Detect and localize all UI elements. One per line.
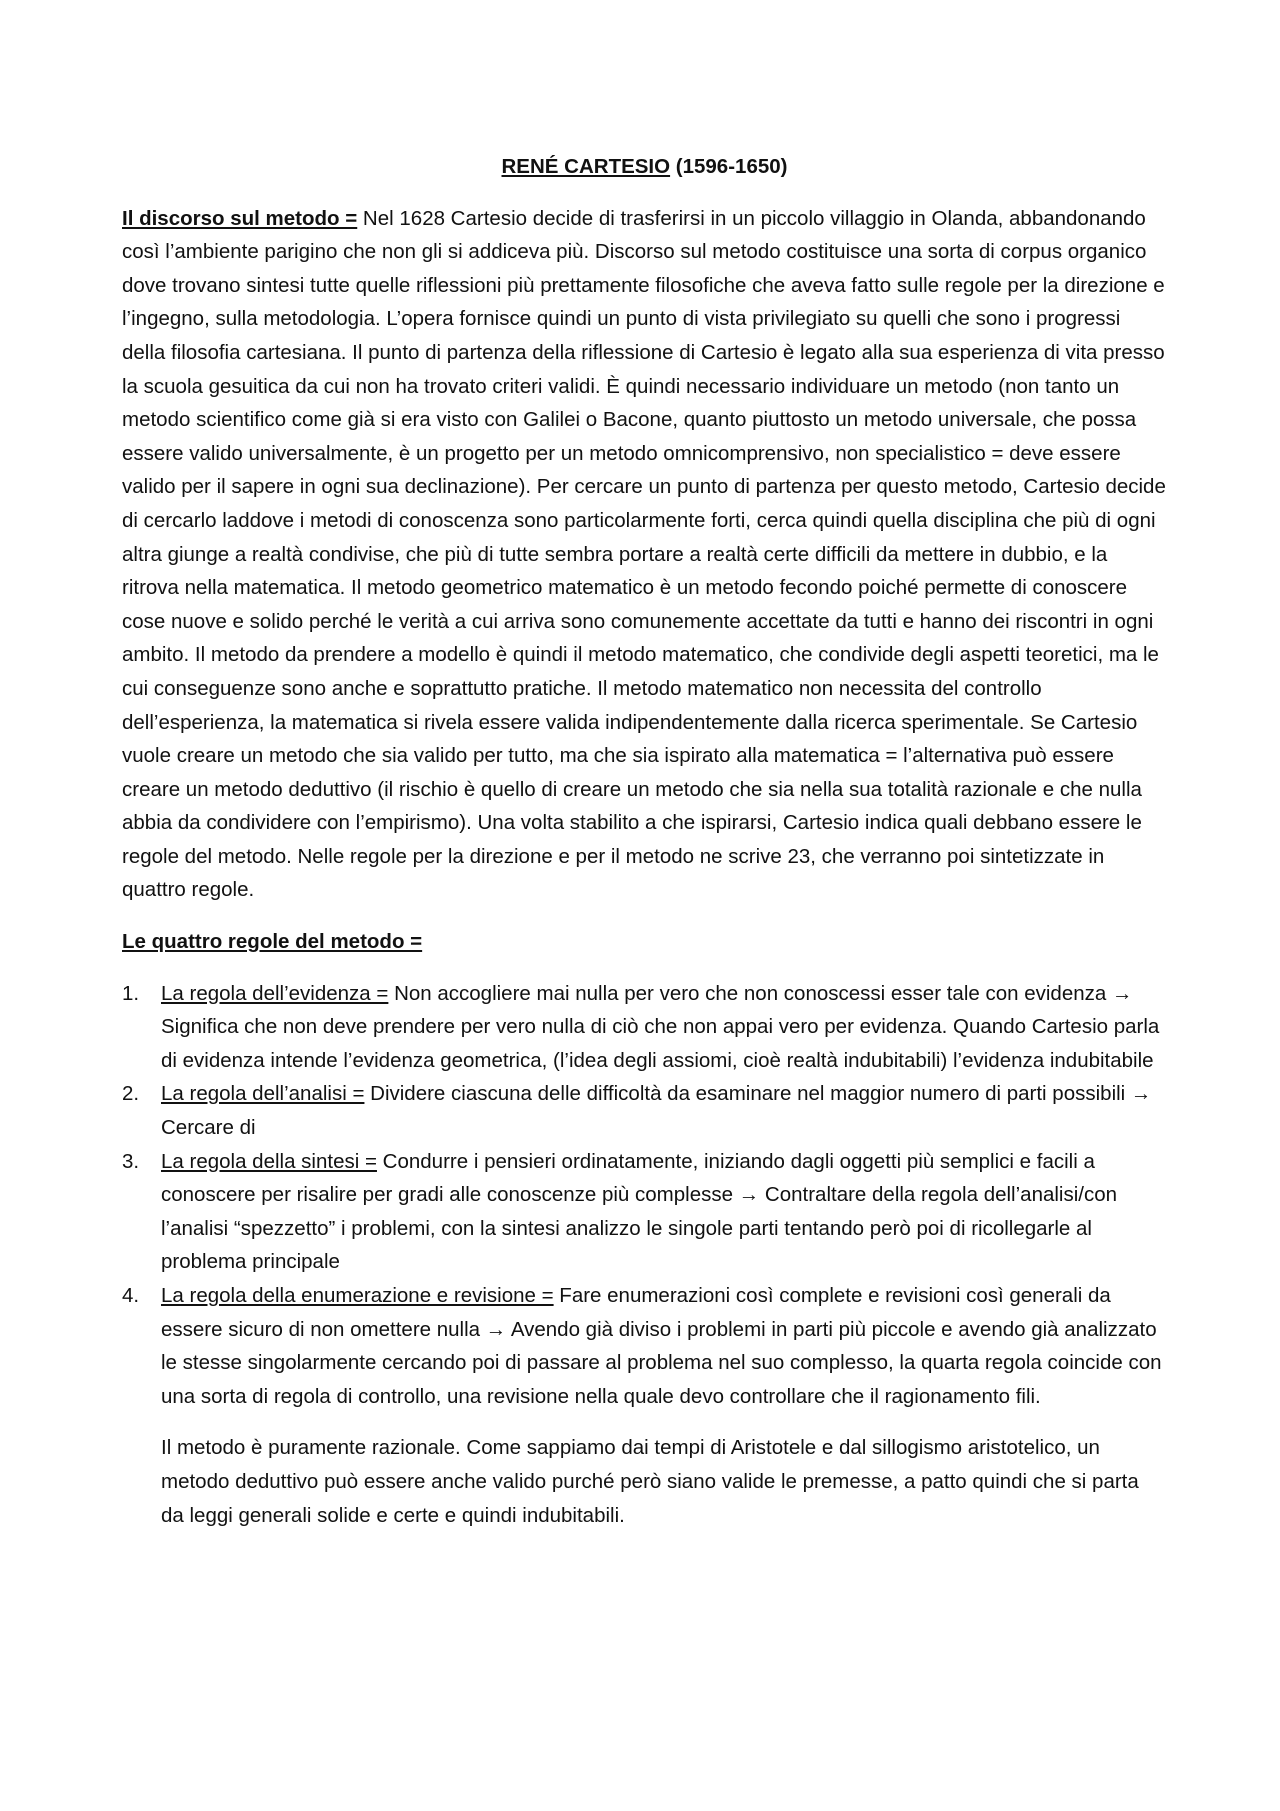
- list-item: [122, 1145, 1167, 1279]
- title-dates: (1596-1650): [675, 155, 788, 178]
- rule-number: 4.: [122, 1284, 140, 1307]
- document-page: [122, 150, 1167, 1550]
- rule-name: La regola della enumerazione e revisione =: [161, 1284, 554, 1307]
- rule-text: Dividere ciascuna delle difficoltà da esaminare nel maggior numero di parti possibili → Cercare di: [161, 1082, 1152, 1140]
- page-title: [122, 150, 1167, 184]
- rule-number: 3.: [122, 1149, 140, 1173]
- list-item: [122, 1077, 1167, 1144]
- rule-text: Fare enumerazioni così complete e revisioni così generali da essere sicuro di non omettere nulla → Avendo già diviso i problemi in parti più piccole e avendo già analizzato le stesse singolarmente cercando poi di passare al problema nel suo complesso, la quarta regola coincide con una sorta di regola di controllo, una revisione nella quale devo controllare che il ragionamento fili.: [161, 1284, 1162, 1408]
- rule-number: 1.: [122, 981, 140, 1005]
- rule-name: La regola dell’analisi =: [161, 1082, 365, 1106]
- rules-list: [122, 977, 1167, 1414]
- title-name: RENÉ CARTESIO: [501, 155, 671, 178]
- closing-paragraph: Il metodo è puramente razionale. Come sappiamo dai tempi di Aristotele e dal sillogismo aristotelico, un metodo deduttivo può essere anche valido purché però siano valide le premesse, a patto quindi che si parta da leggi generali solide e certe e quindi indubitabili.: [161, 1436, 1139, 1527]
- rule-name: La regola dell’evidenza =: [161, 981, 389, 1005]
- rule-number: 2.: [122, 1082, 140, 1106]
- list-item: [122, 1279, 1167, 1413]
- rule-text: Non accogliere mai nulla per vero che non conoscessi esser tale con evidenza → Significa che non deve prendere per vero nulla di ciò che non appai vero per evidenza. Quando Cartesio parla di evidenza intende l’evidenza geometrica, (l’idea degli assiomi, cioè realtà indubitabili) l’evidenza indubitabile: [161, 981, 1160, 1072]
- list-item: [122, 977, 1167, 1078]
- rule-name: La regola della sintesi =: [161, 1149, 377, 1173]
- intro-lead: Il discorso sul metodo =: [122, 206, 358, 230]
- intro-text: Nel 1628 Cartesio decide di trasferirsi in un piccolo villaggio in Olanda, abbandonando così l’ambiente parigino che non gli si addiceva più. Discorso sul metodo costituisce una sorta di corpus organico dove trovano sintesi tutte quelle riflessioni più prettamente filosofiche che aveva fatto sulle regole per la direzione e l’ingegno, sulla metodologia. L’opera fornisce quindi un punto di vista privilegiato su quelli che sono i progressi della filosofia cartesiana. Il punto di partenza della riflessione di Cartesio è legato alla sua esperienza di vita presso la scuola gesuitica da cui non ha trovato criteri validi. È quindi necessario individuare un metodo (non tanto un metodo scientifico come già si era visto con Galilei o Bacone, quanto piuttosto un metodo universale, che possa essere valido universalmente, è un progetto per un metodo omnicomprensivo, non specialistico = deve essere valido per il sapere in ogni sua declinazione). Per cercare un punto di partenza per questo metodo, Cartesio decide di cercarlo laddove i metodi di conoscenza sono particolarmente forti, cerca quindi quella disciplina che più di ogni altra giunge a realtà condivise, che più di tutte sembra portare a realtà certe difficili da mettere in dubbio, e la ritrova nella matematica. Il metodo geometrico matematico è un metodo fecondo poiché permette di conoscere cose nuove e solido perché le verità a cui arriva sono comunemente accettate da tutti e hanno dei riscontri in ogni ambito. Il metodo da prendere a modello è quindi il metodo matematico, che condivide degli aspetti teoretici, ma le cui conseguenze sono anche e soprattutto pratiche. Il metodo matematico non necessita del controllo dell’esperienza, la matematica si rivela essere valida indipendentemente dalla ricerca sperimentale. Se Cartesio vuole creare un metodo che sia valido per tutto, ma che sia ispirato alla matematica = l’alternativa può essere creare un metodo deduttivo (il rischio è quello di creare un metodo che sia nella sua totalità razionale e che nulla abbia da condividere con l’empirismo). Una volta stabilito a che ispirarsi, Cartesio indica quali debbano essere le regole del metodo. Nelle regole per la direzione e per il metodo ne scrive 23, che verranno poi sintetizzate in quattro regole.: [122, 206, 1166, 902]
- rules-heading: Le quattro regole del metodo =: [122, 930, 423, 954]
- intro-paragraph: [122, 202, 1167, 907]
- rule-text: Condurre i pensieri ordinatamente, iniziando dagli oggetti più semplici e facili a conoscere per risalire per gradi alle conoscenze più complesse → Contraltare della regola dell’analisi/con l’analisi “spezzetto” i problemi, con la sintesi analizzo le singole parti tentando però poi di ricollegarle al problema principale: [161, 1149, 1118, 1274]
